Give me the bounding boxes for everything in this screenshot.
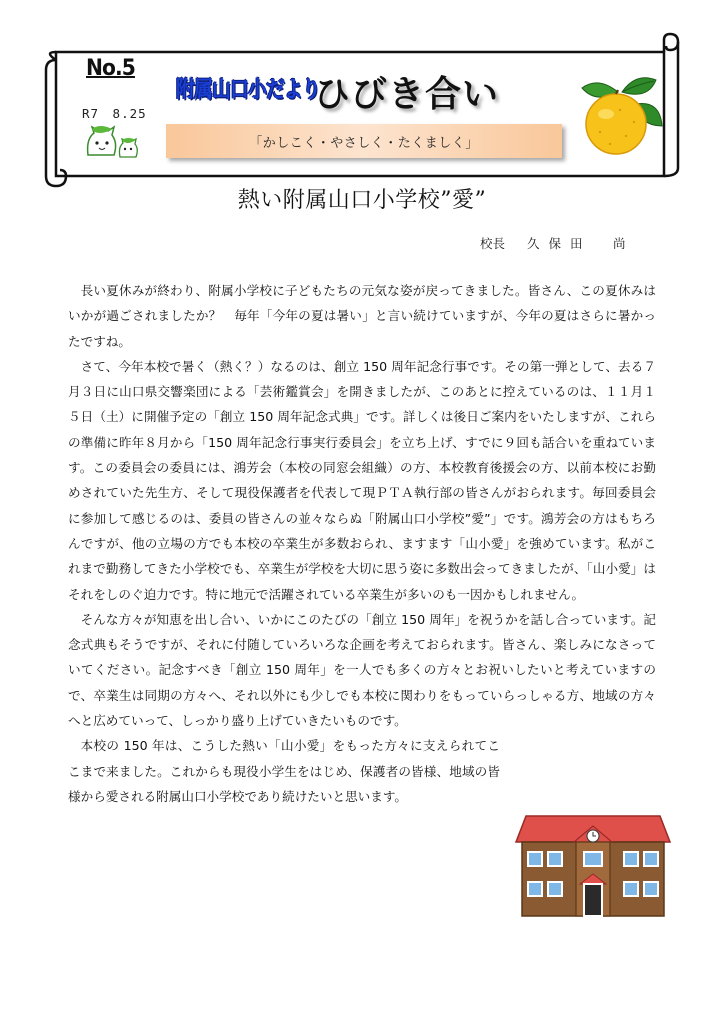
newsletter-header [0,0,724,195]
author-role: 校長 [480,236,506,251]
article-title: 熱い附属山口小学校”愛” [237,188,487,213]
paragraph-2: さて、今年本校で暑く（熱く？）なるのは、創立 150 周年記念行事です。その第一弾として、去る７月３日に山口県交響楽団による「芸術鑑賞会」を開きましたが、このあとに控えているのは、１１月１５日（土）に開催予定の「創立 150 周年記念式典」です。詳しくは後日ご案内をいたしますが、これらの準備に昨年８月から「150 周年記念行事実行委員会」を立ち上げ、すでに９回も話合いを重ねています。この委員会の委員には、鴻芳会（本校の同窓会組織）の方、本校教育後援会の方、以前本校にお勤めされていた先生方、そして現役保護者を代表して現ＰＴＡ執行部の皆さんがおられます。毎回委員会に参加して感じるのは、委員の皆さんの並々ならぬ「附属山口小学校”愛”」です。鴻芳会の方はもちろんですが、他の立場の方でも本校の卒業生が多数おられ、ますます「山小愛」を強めています。私がこれまで勤務してきた小学校でも、卒業生が学校を大切に思う姿に多数出会ってきましたが、「山小愛」はそれをしのぐ迫力です。特に地元で活躍されている卒業生が多いのも一因かもしれません。 [68,358,656,602]
newsletter-name: 附属山口小だより [176,76,321,104]
author-line [480,234,635,252]
page-title: ひびき合い [314,74,500,115]
article-body [68,278,656,809]
author-name: 久保田 尚 [527,236,635,251]
school-building-icon [512,812,674,918]
school-motto: 「かしこく・やさしく・たくましく」 [166,124,562,158]
issue-date: R7 8.25 [82,106,147,121]
mascot-icon [84,125,140,161]
paragraph-4: 本校の 150 年は、こうした熱い「山小愛」をもった方々に支えられてここまで来ました。これからも現役小学生をはじめ、保護者の皆様、地域の皆様から愛される附属山口小学校であり続けたいと思います。 [68,738,500,804]
yuzu-fruit-icon [576,70,668,160]
issue-number: No.5 [86,56,135,81]
paragraph-1: 長い夏休みが終わり、附属小学校に子どもたちの元気な姿が戻ってきました。皆さん、この夏休みはいかが過ごされましたか？ 毎年「今年の夏は暑い」と言い続けていますが、今年の夏はさらに暑かったですね。 [68,283,656,349]
paragraph-3: そんな方々が知恵を出し合い、いかにこのたびの「創立 150 周年」を祝うかを話し合っています。記念式典もそうですが、それに付随していろいろな企画を考えておられます。皆さん、楽しみになさっていてください。記念すべき「創立 150 周年」を一人でも多くの方々とお祝いしたいと考えていますので、卒業生は同期の方々へ、それ以外にも少しでも本校に関わりをもっていらっしゃる方、地域の方々へと広めていって、しっかり盛り上げていきたいものです。 [68,611,656,729]
